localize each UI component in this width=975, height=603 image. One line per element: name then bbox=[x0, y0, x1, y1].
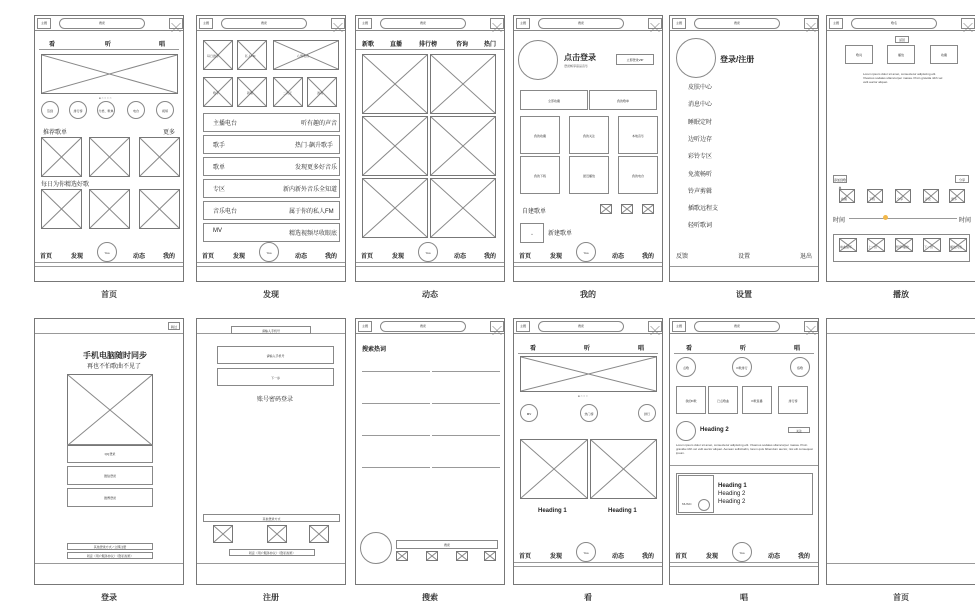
recognize-button[interactable] bbox=[804, 321, 818, 332]
control-label: 播放列表 bbox=[950, 245, 963, 249]
screen-caption: 看 bbox=[584, 593, 592, 602]
next-button[interactable]: 下一步 bbox=[217, 368, 334, 386]
divider bbox=[197, 563, 345, 564]
nav-bottom-line bbox=[670, 562, 818, 563]
login-option[interactable]: 微信登录 bbox=[67, 466, 153, 485]
grid-label: 二次元 bbox=[283, 91, 293, 95]
menu-button[interactable]: 主题 bbox=[672, 321, 686, 332]
settings-item[interactable]: 轻听歌词 bbox=[688, 223, 713, 230]
tab-2[interactable]: 排行榜 bbox=[419, 42, 438, 48]
screen-caption: 注册 bbox=[263, 593, 279, 602]
bottom-nav bbox=[514, 549, 662, 563]
agreement[interactable]: 同意《用户服务协议》《隐私政策》 bbox=[67, 552, 153, 559]
screen-caption: 首页 bbox=[893, 593, 909, 602]
grid-label: 私人FM bbox=[245, 54, 256, 58]
search-icon bbox=[456, 551, 468, 561]
lyrics: Lorem ipsum dolor sit amet, consectetur adipiscing elit. Vivamus sodales ullamcorper massa. Proin gravida nibh vel velit auctor aliquet. bbox=[863, 72, 943, 84]
search-bar[interactable]: 搜索 bbox=[380, 18, 466, 29]
category-circle[interactable]: 电台 bbox=[127, 101, 145, 119]
recognize-button[interactable] bbox=[331, 18, 345, 29]
share-button[interactable]: 分享 bbox=[955, 175, 969, 183]
settings[interactable]: 设置 bbox=[738, 254, 751, 260]
screen-caption: 播放 bbox=[893, 290, 909, 299]
row-title: 歌单 bbox=[213, 165, 226, 171]
center-play-button[interactable]: Yoo bbox=[576, 242, 596, 262]
screen bbox=[34, 318, 184, 585]
search-bar[interactable]: 搜索 bbox=[380, 321, 466, 332]
bottom-nav bbox=[356, 249, 504, 263]
menu-button[interactable]: 主题 bbox=[358, 18, 372, 29]
third-party-icon bbox=[309, 525, 329, 543]
nav-item[interactable]: 发现 bbox=[233, 254, 246, 260]
bottom-nav bbox=[670, 549, 818, 563]
nav-item[interactable]: 首页 bbox=[519, 554, 532, 560]
register-tab[interactable]: 请输入手机号 bbox=[231, 326, 311, 334]
screen-caption: 唱 bbox=[740, 593, 748, 602]
login-option[interactable]: QQ登录 bbox=[67, 444, 153, 463]
nav-item[interactable]: 动态 bbox=[768, 554, 781, 560]
divider bbox=[356, 49, 504, 50]
category-circle[interactable]: 视频 bbox=[156, 101, 174, 119]
recognize-button[interactable] bbox=[169, 18, 183, 29]
divider bbox=[670, 566, 818, 567]
menu-button[interactable]: 主题 bbox=[358, 321, 372, 332]
action-label: 分享 bbox=[897, 197, 904, 201]
time-end: 时间 bbox=[959, 218, 972, 224]
action-label: 评论 bbox=[925, 197, 932, 201]
tab-1[interactable]: 听 bbox=[740, 346, 747, 352]
sing-cell[interactable]: 已点歌曲 bbox=[708, 386, 738, 414]
video-card bbox=[430, 54, 496, 114]
recognize-button[interactable] bbox=[490, 321, 504, 332]
heading: Heading 1 bbox=[538, 508, 567, 514]
control-label: 暂停/播放 bbox=[896, 245, 909, 249]
progress-track bbox=[849, 218, 957, 219]
menu-button[interactable]: 主题 bbox=[199, 18, 213, 29]
sing-circle[interactable]: K歌排行 bbox=[732, 357, 752, 377]
screen bbox=[513, 318, 663, 585]
row-title: MV bbox=[213, 228, 222, 234]
nav-item[interactable]: 首页 bbox=[519, 254, 532, 260]
hot-search-heading: 搜索热词 bbox=[362, 347, 387, 353]
row-title: 音乐电台 bbox=[213, 209, 238, 215]
row-desc: 精选视频尽收眼底 bbox=[289, 231, 338, 237]
search-icon bbox=[426, 551, 438, 561]
feature-cell[interactable]: 我的关注 bbox=[569, 116, 609, 154]
add-playlist-button[interactable]: 添加到歌单 bbox=[833, 175, 847, 183]
video-card bbox=[520, 439, 588, 499]
search-bar[interactable]: 搜索 bbox=[221, 18, 307, 29]
hot-word bbox=[362, 467, 430, 468]
tab-1[interactable]: 听 bbox=[584, 346, 591, 352]
tab-4[interactable]: 热门 bbox=[484, 42, 497, 48]
tab-2[interactable]: 唱 bbox=[794, 346, 801, 352]
search-button[interactable]: 搜索 bbox=[396, 540, 498, 549]
screen bbox=[513, 15, 663, 282]
login-title[interactable]: 点击登录 bbox=[564, 53, 596, 62]
nav-bottom-line bbox=[514, 262, 662, 263]
grid-label: 新碟 bbox=[247, 91, 254, 95]
bottom-nav bbox=[35, 249, 183, 263]
avatar[interactable] bbox=[676, 421, 696, 441]
login-option[interactable]: 微博登录 bbox=[67, 488, 153, 507]
divider bbox=[197, 266, 345, 267]
top-line bbox=[35, 333, 183, 334]
settings-item[interactable]: 插歌远程支 bbox=[688, 206, 719, 213]
card-sub: Heading 2 bbox=[718, 491, 746, 497]
top-bar bbox=[827, 16, 975, 31]
tab-3[interactable]: 咨询 bbox=[456, 42, 469, 48]
heading-2: Heading 2 bbox=[700, 427, 729, 433]
center-play-button[interactable]: Yoo bbox=[97, 242, 117, 262]
nav-item[interactable]: 我的 bbox=[484, 254, 497, 260]
settings-item[interactable]: 消息中心 bbox=[688, 102, 713, 109]
sing-circle[interactable]: 练歌 bbox=[790, 357, 810, 377]
category-circle[interactable]: 分类、歌单 bbox=[97, 101, 115, 119]
login-register[interactable]: 登录/注册 bbox=[720, 55, 755, 64]
playlist-cover bbox=[89, 137, 130, 177]
video-card bbox=[362, 116, 428, 176]
divider bbox=[356, 266, 504, 267]
songlist-heading: 自建歌单 bbox=[522, 209, 547, 215]
screen-caption: 首页 bbox=[101, 290, 117, 299]
tab-0[interactable]: 看 bbox=[49, 42, 56, 48]
screen bbox=[826, 15, 975, 282]
nav-item[interactable]: 动态 bbox=[295, 254, 308, 260]
video-card bbox=[362, 178, 428, 238]
top-bar bbox=[670, 16, 818, 31]
feature-cell[interactable]: 最近播放 bbox=[569, 156, 609, 194]
screen-caption: 发现 bbox=[263, 290, 279, 299]
card-heading: Heading 1 bbox=[718, 483, 747, 489]
playlist-cover bbox=[139, 137, 180, 177]
recognize-button[interactable] bbox=[648, 18, 662, 29]
tab-0[interactable]: 新歌 bbox=[362, 42, 375, 48]
avatar[interactable] bbox=[676, 38, 716, 78]
nav-item[interactable]: 发现 bbox=[706, 554, 719, 560]
video-card bbox=[590, 439, 657, 499]
video-card bbox=[362, 54, 428, 114]
category-circle[interactable]: MV bbox=[520, 404, 538, 422]
screen bbox=[669, 15, 819, 282]
banner-dots: ● ○ ○ ○ ○ bbox=[99, 96, 112, 100]
phone-input[interactable]: 请输入手机号 bbox=[217, 346, 334, 364]
skip-button[interactable]: 跳过 bbox=[168, 322, 180, 330]
mode-button[interactable]: 播放 bbox=[887, 45, 915, 64]
nav-item[interactable]: 动态 bbox=[612, 554, 625, 560]
screen-caption: 搜索 bbox=[422, 593, 438, 602]
banner bbox=[520, 356, 657, 392]
recognize-button[interactable] bbox=[804, 18, 818, 29]
menu-button[interactable]: 主题 bbox=[516, 321, 530, 332]
category-circle[interactable]: 热门榜 bbox=[580, 404, 598, 422]
video-card bbox=[430, 116, 496, 176]
follow-button[interactable]: 关注 bbox=[788, 427, 810, 433]
time-start: 时间 bbox=[833, 218, 846, 224]
action-label: 收藏 bbox=[841, 197, 848, 201]
screen bbox=[196, 318, 346, 585]
nav-item[interactable]: 我的 bbox=[798, 554, 811, 560]
category-circle[interactable]: 排行 bbox=[638, 404, 656, 422]
action-label: 更多 bbox=[951, 197, 958, 201]
login-foot[interactable]: 其他登录方式 / 立即注册 bbox=[67, 543, 153, 550]
tab-1[interactable]: 听 bbox=[105, 42, 112, 48]
voice-button[interactable] bbox=[360, 532, 392, 564]
settings-item[interactable]: 铃声剪辑 bbox=[688, 188, 713, 195]
third-party-icon bbox=[213, 525, 233, 543]
tab-2[interactable]: 唱 bbox=[159, 42, 166, 48]
card-sub: Heading 2 bbox=[718, 499, 746, 505]
banner-dots: ● ○ ○ ○ bbox=[578, 394, 588, 398]
nav-item[interactable]: 动态 bbox=[612, 254, 625, 260]
new-songlist-icon[interactable]: + bbox=[520, 223, 544, 243]
other-login[interactable]: 其他登录方式 bbox=[203, 514, 340, 522]
action-label: 下载 bbox=[869, 197, 876, 201]
center-play-button[interactable]: Yoo bbox=[259, 242, 279, 262]
search-bar[interactable]: 歌名 bbox=[851, 18, 937, 29]
vip-button[interactable]: 立即登录VIP bbox=[616, 54, 654, 65]
hot-word bbox=[432, 371, 500, 372]
divider bbox=[670, 465, 818, 466]
center-play-button[interactable]: Yoo bbox=[732, 542, 752, 562]
sing-cell[interactable]: K歌直播 bbox=[742, 386, 772, 414]
row-desc: 新内新外音乐全知道 bbox=[283, 187, 338, 193]
songlist-icon bbox=[621, 204, 633, 214]
hot-word bbox=[362, 435, 430, 436]
nav-bottom-line bbox=[197, 262, 345, 263]
playlist-cover bbox=[41, 137, 82, 177]
screen bbox=[669, 318, 819, 585]
bottom-nav bbox=[197, 249, 345, 263]
divider bbox=[35, 563, 183, 564]
divider bbox=[35, 266, 183, 267]
tab-box[interactable]: 全部收藏 bbox=[520, 90, 588, 110]
divider bbox=[514, 266, 662, 267]
description: Lorem ipsum dolor sit amet, consectetur adipiscing elit. Vivamus sodales ullamcorper massa. Proin gravida nibh vel velit auctor aliquet. Aenean sollicitudin, lorem quis bibendum auctor, nisi elit consequat ipsum. bbox=[676, 443, 813, 455]
feature-cell[interactable]: 我的收藏 bbox=[520, 116, 560, 154]
third-party-icon bbox=[267, 525, 287, 543]
top-bar bbox=[197, 16, 345, 31]
song-cover bbox=[41, 189, 82, 229]
hot-word bbox=[362, 403, 430, 404]
feedback[interactable]: 反馈 bbox=[676, 254, 689, 260]
category-circle[interactable]: 签到 bbox=[41, 101, 59, 119]
heading: Heading 1 bbox=[608, 508, 637, 514]
screen-caption: 设置 bbox=[736, 290, 752, 299]
settings-item[interactable]: 彩铃专区 bbox=[688, 154, 713, 161]
settings-item[interactable]: 睡眠定时 bbox=[688, 119, 713, 126]
song-cover bbox=[139, 189, 180, 229]
hot-word bbox=[432, 403, 500, 404]
tab-2[interactable]: 唱 bbox=[638, 346, 645, 352]
top-bar bbox=[514, 319, 662, 334]
menu-button[interactable]: 主题 bbox=[516, 18, 530, 29]
feature-cell[interactable]: 本地音乐 bbox=[618, 116, 658, 154]
hot-word bbox=[362, 371, 430, 372]
top-bar bbox=[514, 16, 662, 31]
search-bar[interactable]: 搜索 bbox=[694, 321, 780, 332]
hot-word bbox=[432, 467, 500, 468]
tab-0[interactable]: 看 bbox=[530, 346, 537, 352]
settings-item[interactable]: 边听边存 bbox=[688, 136, 713, 143]
nav-item[interactable]: 发现 bbox=[550, 554, 563, 560]
nav-item[interactable]: 首页 bbox=[40, 254, 53, 260]
divider bbox=[514, 566, 662, 567]
search-bar[interactable]: 搜索 bbox=[538, 18, 624, 29]
song-cover bbox=[89, 189, 130, 229]
nav-item[interactable]: 我的 bbox=[642, 554, 655, 560]
control-label: 下一首 bbox=[924, 245, 934, 249]
nav-item[interactable]: 发现 bbox=[550, 254, 563, 260]
divider bbox=[518, 353, 658, 354]
sing-circle[interactable]: 点歌 bbox=[676, 357, 696, 377]
songlist-icon bbox=[642, 204, 654, 214]
settings-item[interactable]: 免流畅听 bbox=[688, 171, 713, 178]
screen-caption: 动态 bbox=[422, 290, 438, 299]
grid-label: 游戏 bbox=[317, 91, 324, 95]
nav-bottom-line bbox=[356, 262, 504, 263]
screen bbox=[355, 318, 505, 585]
control-label: 上一首 bbox=[868, 245, 878, 249]
screen-caption: 我的 bbox=[580, 290, 596, 299]
login-sub: 再也不怕歌曲不见了 bbox=[87, 364, 142, 370]
divider bbox=[674, 353, 814, 354]
top-bar bbox=[356, 16, 504, 31]
recognize-button[interactable] bbox=[961, 18, 975, 29]
bottom-line bbox=[827, 563, 975, 564]
bottom-nav bbox=[514, 249, 662, 263]
avatar[interactable] bbox=[518, 40, 558, 80]
login-title: 手机电脑随时同步 bbox=[83, 351, 147, 360]
tab-0[interactable]: 看 bbox=[686, 346, 693, 352]
mode-button[interactable]: 收藏 bbox=[930, 45, 958, 64]
tab-1[interactable]: 直播 bbox=[390, 42, 403, 48]
top-bar bbox=[670, 319, 818, 334]
grid-label: 歌手 bbox=[213, 91, 220, 95]
recognize-button[interactable] bbox=[648, 321, 662, 332]
new-songlist[interactable]: 新建歌单 bbox=[548, 231, 573, 237]
screen-caption: 登录 bbox=[101, 593, 117, 602]
feature-cell[interactable]: 我的电台 bbox=[618, 156, 658, 194]
recommend-heading: 推荐歌单 bbox=[43, 130, 68, 136]
search-bar[interactable]: 搜索 bbox=[694, 18, 780, 29]
sing-cell[interactable]: 我的K歌 bbox=[676, 386, 706, 414]
back-button[interactable]: 返回 bbox=[895, 36, 909, 43]
menu-button[interactable]: 主题 bbox=[672, 18, 686, 29]
tab-box[interactable]: 我的歌单 bbox=[589, 90, 657, 110]
search-icon bbox=[396, 551, 408, 561]
nav-item[interactable]: 首页 bbox=[675, 554, 688, 560]
recognize-button[interactable] bbox=[490, 18, 504, 29]
settings-item[interactable]: 皮肤中心 bbox=[688, 85, 713, 91]
nav-bottom-line bbox=[514, 562, 662, 563]
nav-item[interactable]: 我的 bbox=[325, 254, 338, 260]
music-play[interactable] bbox=[698, 499, 710, 511]
daily-heading: 每日为你精选好歌 bbox=[41, 182, 90, 188]
grid-label: 每日推荐 bbox=[207, 54, 220, 58]
agreement[interactable]: 同意《用户服务协议》《隐私政策》 bbox=[229, 549, 315, 556]
menu-button[interactable]: 主题 bbox=[37, 18, 51, 29]
mode-button[interactable]: 歌词 bbox=[845, 45, 873, 64]
control-label: 单曲循环 bbox=[840, 245, 853, 249]
password-login[interactable]: 账号密码登录 bbox=[257, 397, 294, 403]
banner bbox=[41, 54, 178, 94]
divider bbox=[670, 266, 818, 267]
top-bar bbox=[35, 16, 183, 31]
search-icon bbox=[484, 551, 496, 561]
songlist-icon bbox=[600, 204, 612, 214]
sing-cell[interactable]: 排行榜 bbox=[778, 386, 808, 414]
row-desc: 热门·飙升歌手 bbox=[295, 143, 333, 149]
nav-item[interactable]: 发现 bbox=[392, 254, 405, 260]
more-link[interactable]: 更多 bbox=[163, 130, 176, 136]
search-bar[interactable]: 搜索 bbox=[59, 18, 145, 29]
progress-knob[interactable] bbox=[883, 215, 888, 220]
nav-item[interactable]: 首页 bbox=[361, 254, 374, 260]
screen bbox=[34, 15, 184, 282]
nav-item[interactable]: 发现 bbox=[71, 254, 84, 260]
menu-button[interactable]: 主题 bbox=[829, 18, 843, 29]
row-desc: 属于你的私人FM bbox=[289, 209, 334, 215]
search-bar[interactable]: 搜索 bbox=[538, 321, 624, 332]
feature-cell[interactable]: 我的下载 bbox=[520, 156, 560, 194]
screen bbox=[355, 15, 505, 282]
music-label: MUSIC bbox=[682, 502, 692, 506]
center-play-button[interactable]: Yoo bbox=[418, 242, 438, 262]
nav-item[interactable]: 我的 bbox=[642, 254, 655, 260]
nav-item[interactable]: 动态 bbox=[133, 254, 146, 260]
grid-label: 心情电台 bbox=[297, 54, 310, 58]
top-line bbox=[827, 333, 975, 334]
divider bbox=[39, 49, 179, 50]
login-illustration bbox=[67, 374, 153, 446]
row-title: 歌手 bbox=[213, 143, 226, 149]
row-desc: 发现更多好音乐 bbox=[295, 165, 338, 171]
row-title: 主播电台 bbox=[213, 121, 238, 127]
login-sub: 登录畅享高品音乐 bbox=[564, 64, 589, 68]
nav-bottom-line bbox=[35, 262, 183, 263]
category-circle[interactable]: 排行榜 bbox=[69, 101, 87, 119]
logout[interactable]: 退出 bbox=[800, 254, 813, 260]
nav-item[interactable]: 我的 bbox=[163, 254, 176, 260]
screen bbox=[196, 15, 346, 282]
screen bbox=[826, 318, 975, 585]
center-play-button[interactable]: Yoo bbox=[576, 542, 596, 562]
top-bar bbox=[356, 319, 504, 334]
row-title: 专区 bbox=[213, 187, 226, 193]
video-card bbox=[430, 178, 496, 238]
hot-word bbox=[432, 435, 500, 436]
row-desc: 听有趣的声音 bbox=[301, 121, 338, 127]
nav-item[interactable]: 动态 bbox=[454, 254, 467, 260]
nav-item[interactable]: 首页 bbox=[202, 254, 215, 260]
